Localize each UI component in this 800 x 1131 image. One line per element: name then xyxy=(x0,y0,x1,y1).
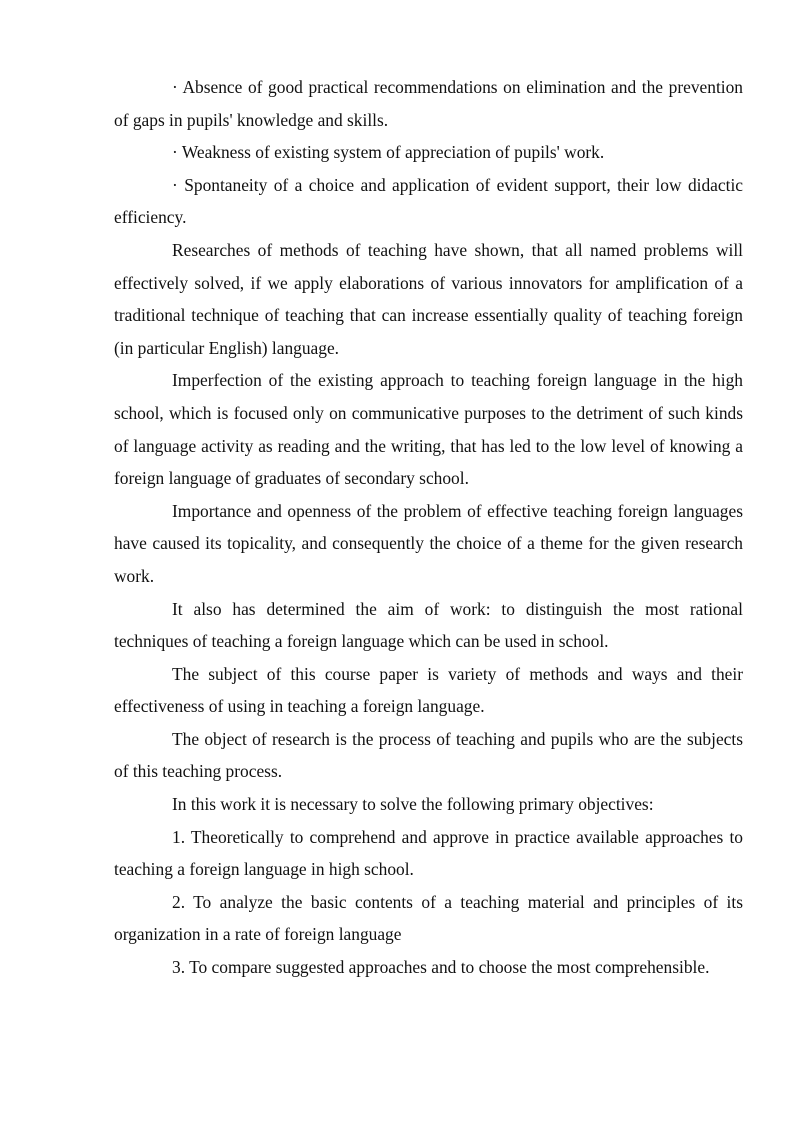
objective-item-1: 1. Theoretically to comprehend and approve in practice available approaches to teaching a foreign language in high school. xyxy=(114,826,743,880)
bullet-paragraph-recommendations: · Absence of good practical recommendations on elimination and the prevention of gaps in pupils' knowledge and skills. xyxy=(114,77,743,130)
paragraph-objectives-intro: In this work it is necessary to solve the following primary objectives: xyxy=(172,794,654,815)
paragraph-object: The object of research is the process of teaching and pupils who are the subjects of this teaching process. xyxy=(114,728,743,782)
paragraph-researches: Researches of methods of teaching have shown, that all named problems will effectively solved, if we apply elaborations of various innovators for amplification of a traditional technique of teaching that can increase essentially quality of teaching foreign (in particular English) language. xyxy=(114,239,743,358)
paragraph-subject: The subject of this course paper is variety of methods and ways and their effectiveness of using in teaching a foreign language. xyxy=(114,663,743,717)
bullet-paragraph-spontaneity: · Spontaneity of a choice and application of evident support, their low didactic efficiency. xyxy=(114,174,743,228)
objective-item-2: 2. To analyze the basic contents of a teaching material and principles of its organization in a rate of foreign language xyxy=(114,891,743,945)
document-page xyxy=(114,71,743,984)
objective-item-3: 3. To compare suggested approaches and to choose the most comprehensible. xyxy=(172,957,710,978)
paragraph-aim: It also has determined the aim of work: to distinguish the most rational techniques of teaching a foreign language which can be used in school. xyxy=(114,598,743,652)
paragraph-imperfection: Imperfection of the existing approach to teaching foreign language in the high school, which is focused only on communicative purposes to the detriment of such kinds of language activity as reading and the writing, that has led to the low level of knowing a foreign language of graduates of secondary school. xyxy=(114,370,743,489)
bullet-paragraph-appreciation: · Weakness of existing system of appreciation of pupils' work. xyxy=(172,142,605,163)
paragraph-importance: Importance and openness of the problem of effective teaching foreign languages have caused its topicality, and consequently the choice of a theme for the given research work. xyxy=(114,500,743,586)
